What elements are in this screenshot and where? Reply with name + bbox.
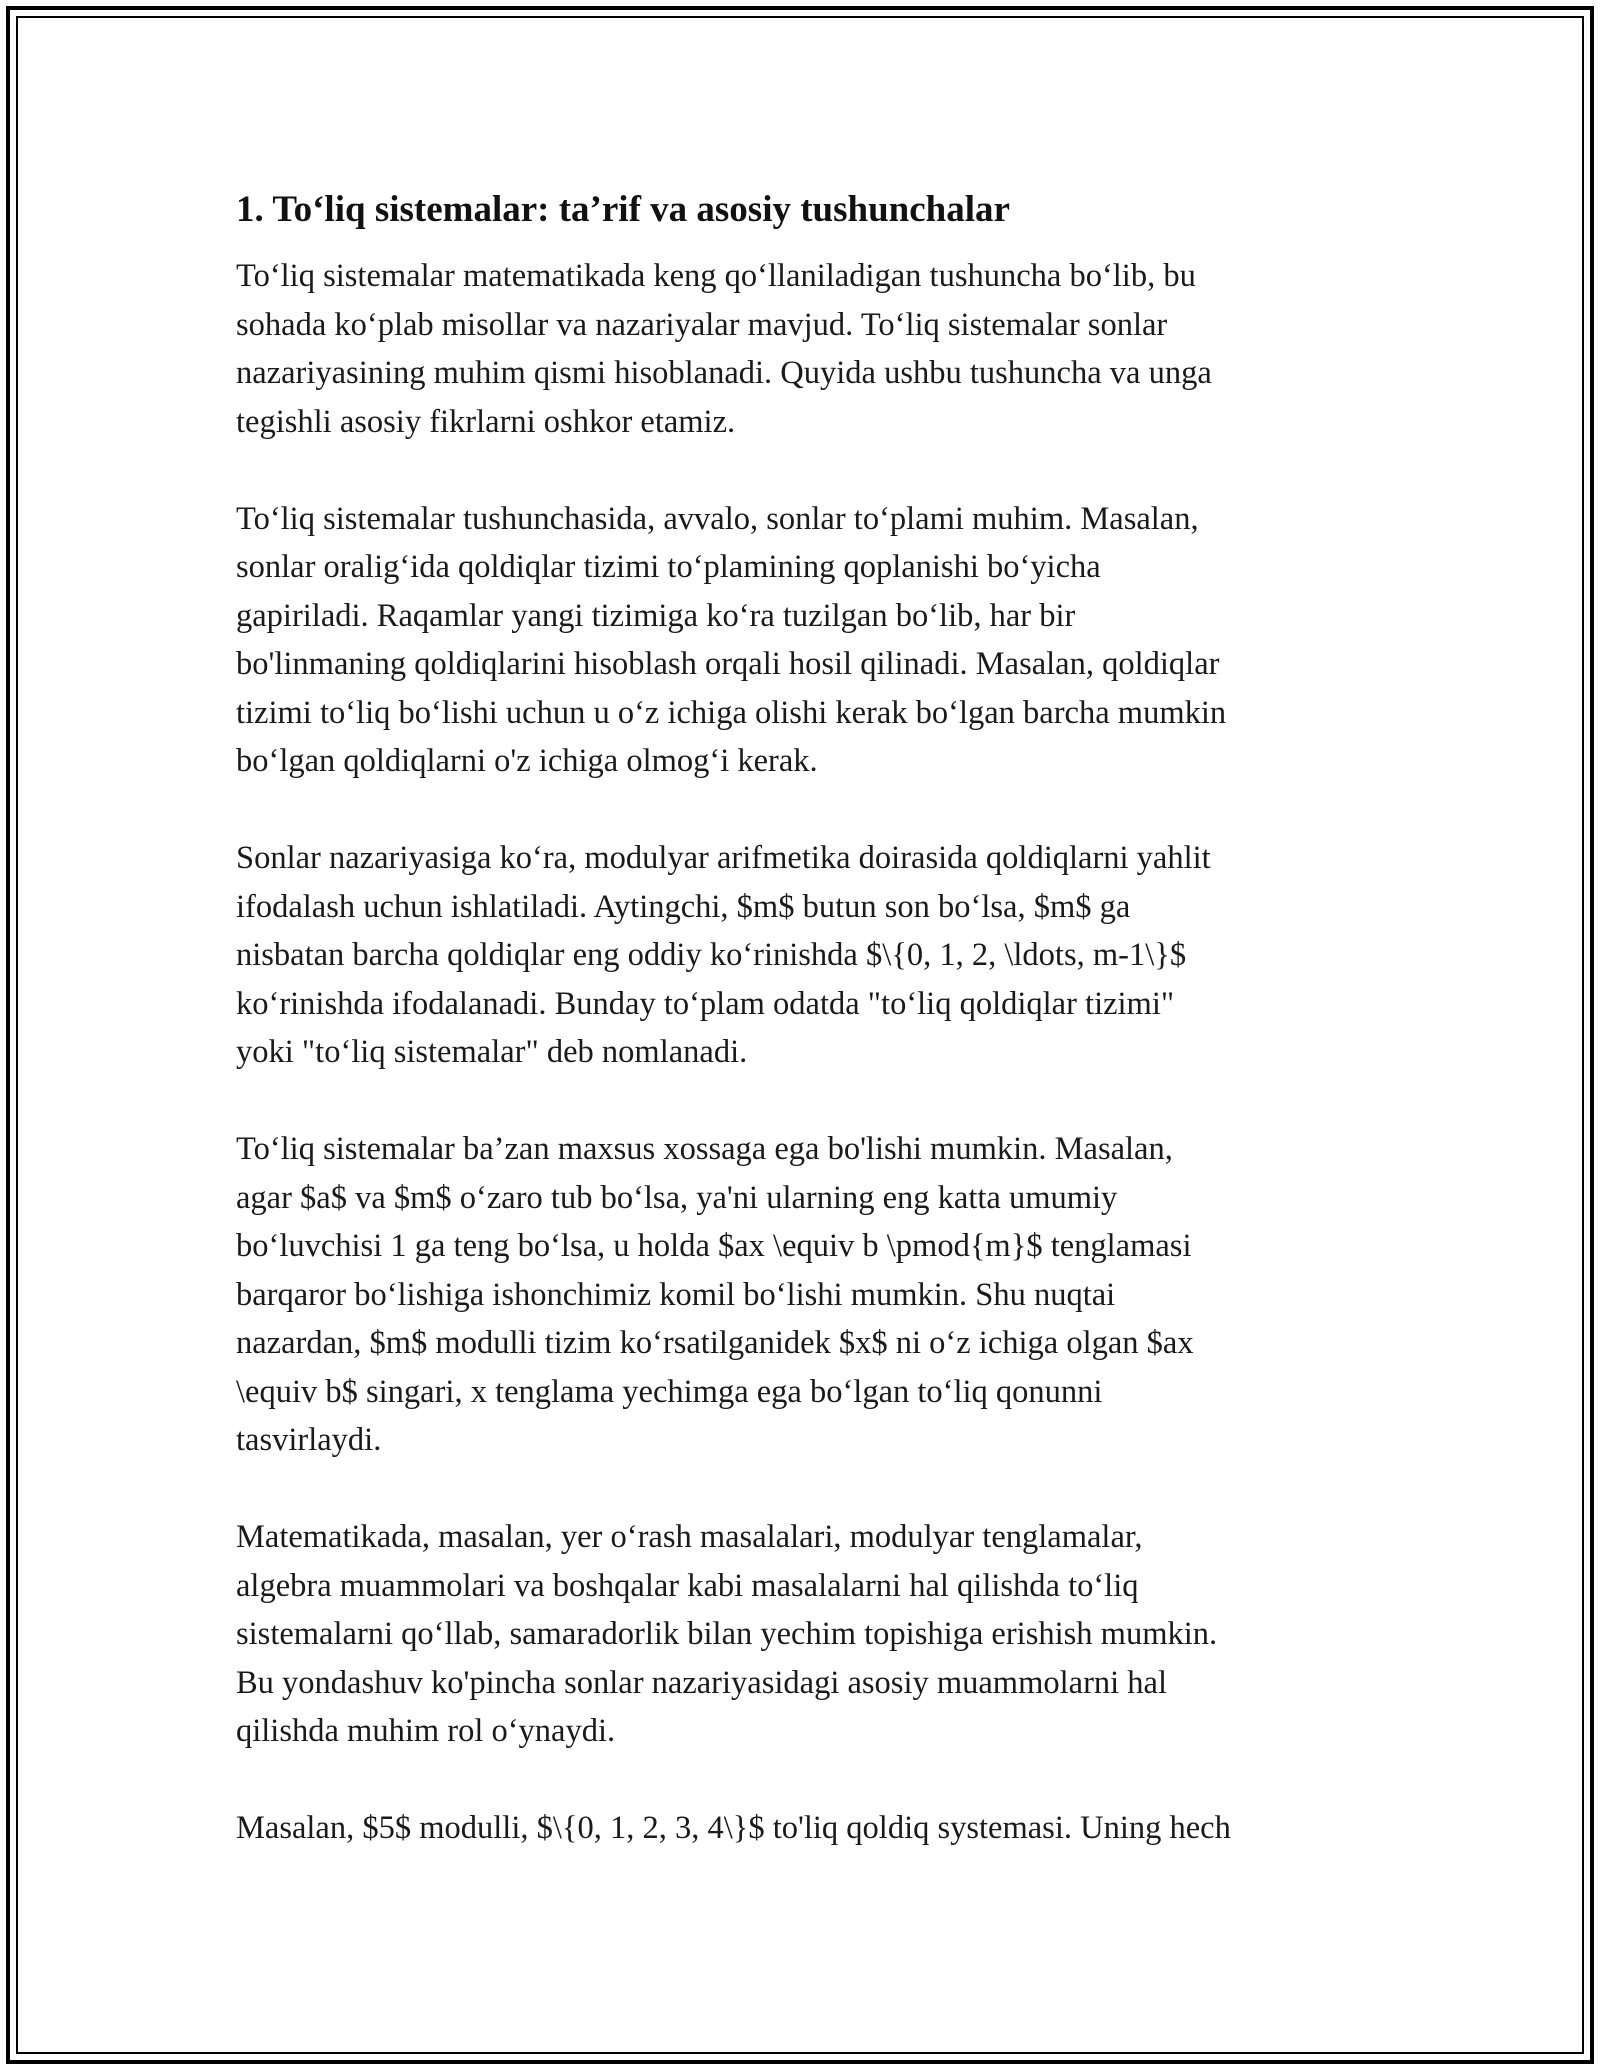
paragraph-line: \equiv b$ singari, x tenglama yechimga ega bo‘lgan to‘liq qonunni [236, 1373, 1103, 1410]
paragraph-line: Bu yondashuv ko'pincha sonlar nazariyasidagi asosiy muammolarni hal [236, 1664, 1167, 1701]
paragraph-line: ko‘rinishda ifodalanadi. Bunday to‘plam odatda "to‘liq qoldiqlar tizimi" [236, 985, 1175, 1022]
paragraph-line: nazariyasining muhim qismi hisoblanadi. Quyida ushbu tushuncha va unga [236, 355, 1212, 391]
paragraph-6 [236, 1804, 1366, 1853]
section-heading: 1. To‘liq sistemalar: ta’rif va asosiy tushunchalar [236, 189, 1010, 230]
paragraph-2 [236, 495, 1366, 786]
paragraph-line: To‘liq sistemalar ba’zan maxsus xossaga ega bo'lishi mumkin. Masalan, [236, 1131, 1173, 1167]
paragraph-line: barqaror bo‘lishiga ishonchimiz komil bo‘lishi mumkin. Shu nuqtai [236, 1276, 1116, 1313]
paragraph-line: To‘liq sistemalar tushunchasida, avvalo, sonlar to‘plami muhim. Masalan, [236, 500, 1199, 537]
paragraph-line: tizimi to‘liq bo‘lishi uchun u o‘z ichiga olishi kerak bo‘lgan barcha mumkin [236, 694, 1227, 731]
paragraph-line: agar $a$ va $m$ o‘zaro tub bo‘lsa, ya'ni ularning eng katta umumiy [236, 1179, 1118, 1216]
paragraph-line: Masalan, $5$ modulli, $\{0, 1, 2, 3, 4\}$ to'liq qoldiq systemasi. Uning hech [236, 1810, 1231, 1846]
paragraph-5 [236, 1513, 1366, 1756]
paragraph-line: Sonlar nazariyasiga ko‘ra, modulyar arifmetika doirasida qoldiqlarni yahlit [236, 840, 1211, 876]
paragraph-1 [236, 252, 1366, 446]
paragraph-4 [236, 1125, 1366, 1465]
paragraph-line: nisbatan barcha qoldiqlar eng oddiy ko‘rinishda $\{0, 1, 2, \ldots, m-1\}$ [236, 937, 1187, 973]
paragraph-line: gapiriladi. Raqamlar yangi tizimiga ko‘ra tuzilgan bo‘lib, har bir [236, 597, 1076, 634]
paragraph-line: bo‘lgan qoldiqlarni o'z ichiga olmog‘i kerak. [236, 743, 818, 779]
paragraph-line: ifodalash uchun ishlatiladi. Aytingchi, $m$ butun son bo‘lsa, $m$ ga [236, 888, 1131, 925]
paragraph-line: sohada ko‘plab misollar va nazariyalar mavjud. To‘liq sistemalar sonlar [236, 306, 1168, 343]
document-body [236, 186, 1366, 1901]
paragraph-line: tegishli asosiy fikrlarni oshkor etamiz. [236, 403, 736, 440]
paragraph-line: qilishda muhim rol o‘ynaydi. [236, 1713, 616, 1749]
paragraph-line: nazardan, $m$ modulli tizim ko‘rsatilganidek $x$ ni o‘z ichiga olgan $ax [236, 1325, 1194, 1361]
paragraph-line: yoki "to‘liq sistemalar" deb nomlanadi. [236, 1034, 748, 1070]
paragraph-3 [236, 834, 1366, 1077]
paragraph-line: To‘liq sistemalar matematikada keng qo‘llaniladigan tushuncha bo‘lib, bu [236, 258, 1196, 294]
paragraph-line: tasvirlaydi. [236, 1422, 382, 1458]
paragraph-line: bo‘luvchisi 1 ga teng bo‘lsa, u holda $ax \equiv b \pmod{m}$ tenglamasi [236, 1228, 1192, 1264]
paragraph-line: algebra muammolari va boshqalar kabi masalalarni hal qilishda to‘liq [236, 1567, 1139, 1604]
paragraph-line: sonlar oralig‘ida qoldiqlar tizimi to‘plamining qoplanishi bo‘yicha [236, 549, 1101, 585]
paragraph-line: Matematikada, masalan, yer o‘rash masalalari, modulyar tenglamalar, [236, 1519, 1143, 1555]
paragraph-line: sistemalarni qo‘llab, samaradorlik bilan yechim topishiga erishish mumkin. [236, 1616, 1218, 1652]
paragraph-line: bo'linmaning qoldiqlarini hisoblash orqali hosil qilinadi. Masalan, qoldiqlar [236, 646, 1220, 682]
